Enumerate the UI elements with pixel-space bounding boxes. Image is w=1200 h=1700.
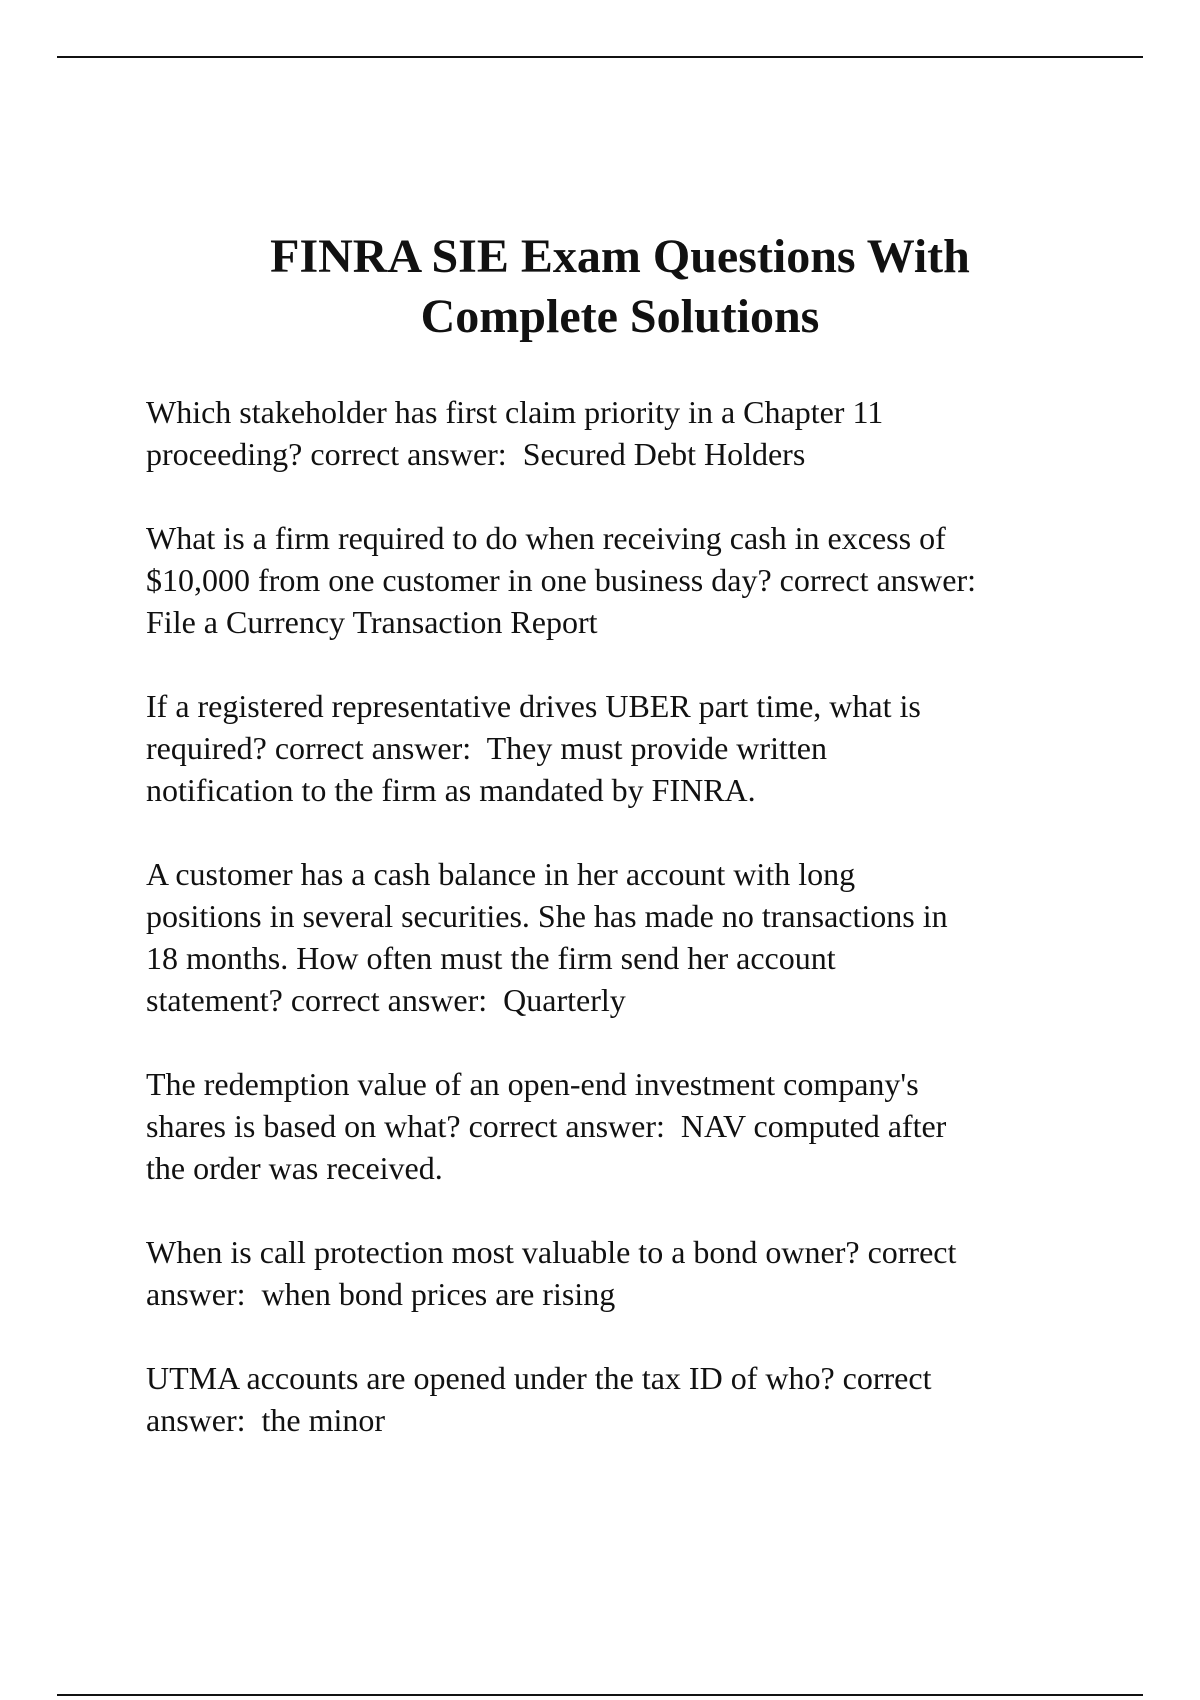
qa-item: UTMA accounts are opened under the tax ID of who? correct answer: the minor	[146, 1360, 932, 1438]
page-title	[0, 227, 1200, 347]
top-divider	[57, 56, 1143, 58]
qa-item: If a registered representative drives UBER part time, what is required? correct answer: They must provide written notification to the firm as mandated by FINRA.	[146, 688, 921, 808]
qa-item: Which stakeholder has first claim priority in a Chapter 11 proceeding? correct answer: Secured Debt Holders	[146, 394, 884, 472]
qa-item: What is a firm required to do when receiving cash in excess of $10,000 from one customer in one business day? correct answer: File a Currency Transaction Report	[146, 520, 976, 640]
qa-item: When is call protection most valuable to a bond owner? correct answer: when bond prices are rising	[146, 1234, 957, 1312]
title-line-1: FINRA SIE Exam Questions With	[270, 230, 970, 283]
qa-item: A customer has a cash balance in her account with long positions in several securities. She has made no transactions in 18 months. How often must the firm send her account statement? correct answer: Quarterly	[146, 856, 948, 1018]
qa-item: The redemption value of an open-end investment company's shares is based on what? correct answer: NAV computed after the order was received.	[146, 1066, 947, 1186]
title-line-2: Complete Solutions	[420, 290, 820, 343]
question-list	[146, 391, 1096, 1483]
bottom-divider	[57, 1694, 1143, 1696]
